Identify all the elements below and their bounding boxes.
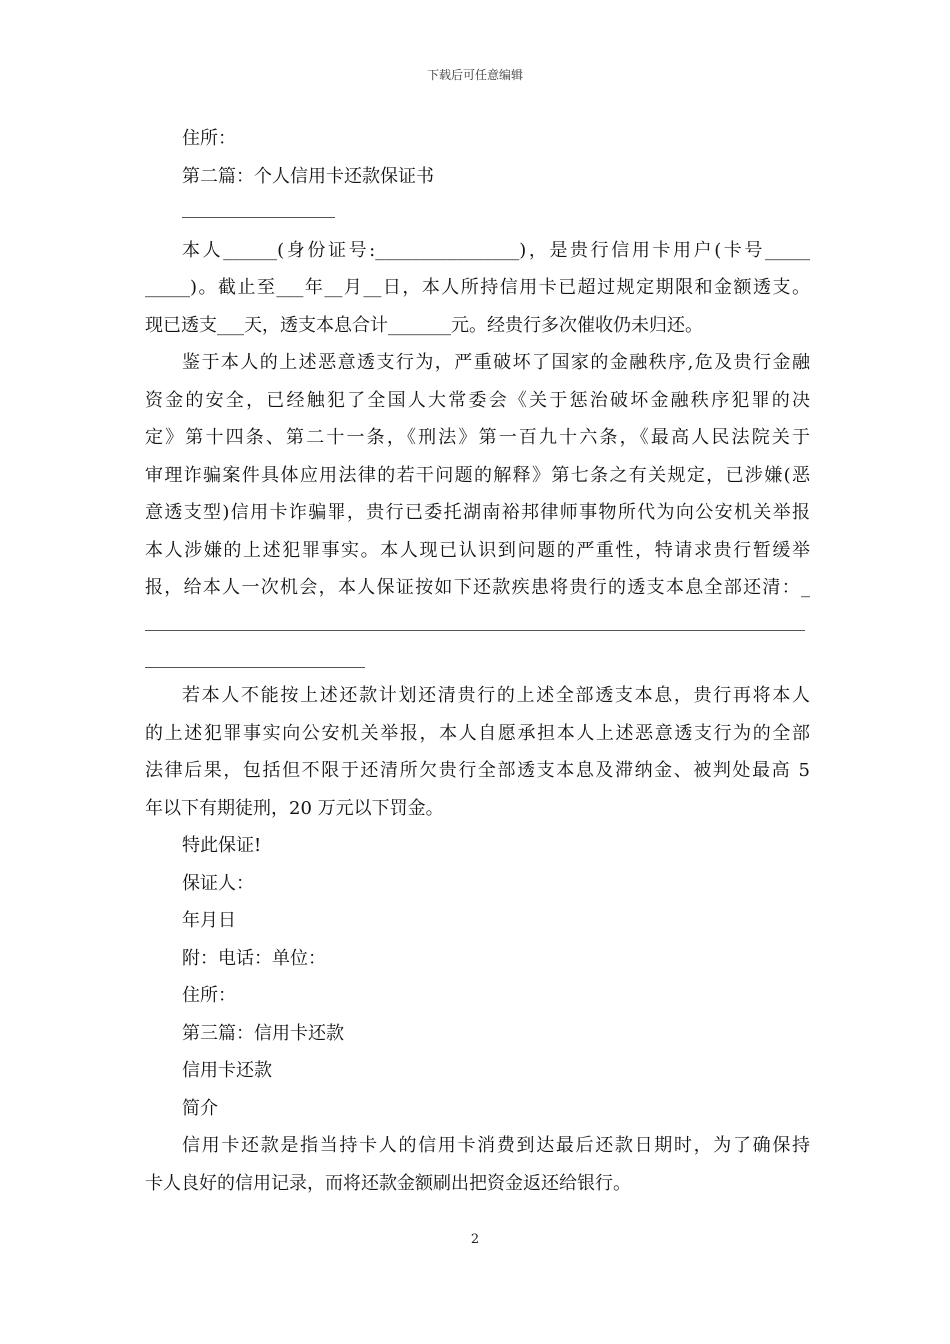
paragraph-line: 卡人良好的信用记录，而将还款金额刷出把资金返还给银行。 xyxy=(145,1173,631,1194)
guarantee-statement: 特此保证! xyxy=(182,835,262,856)
section-title-3: 第三篇：信用卡还款 xyxy=(182,1023,344,1044)
paragraph-line: 审理诈骗案件具体应用法律的若干问题的解释》第七条之有关规定，已涉嫌(恶 xyxy=(145,465,810,486)
paragraph-line: 信用卡还款是指当持卡人的信用卡消费到达最后还款日期时，为了确保持 xyxy=(182,1135,810,1156)
page-header: 下载后可任意编辑 xyxy=(426,68,523,82)
paragraph-line: _____)。截止至___年__月__日，本人所持信用卡已超过规定期限和金额透支。 xyxy=(145,277,810,298)
paragraph-line: 鉴于本人的上述恶意透支行为，严重破坏了国家的金融秩序,危及贵行金融 xyxy=(182,352,810,373)
paragraph-line: 的上述犯罪事实向公安机关举报，本人自愿承担本人上述恶意透支行为的全部 xyxy=(145,723,810,744)
paragraph-line: 现已透支___天，透支本息合计_______元。经贵行多次催收仍未归还。 xyxy=(145,315,703,336)
paragraph-line: 本人涉嫌的上述犯罪事实。本人现已认识到问题的严重性，特请求贵行暂缓举 xyxy=(145,540,810,561)
blank-fill-line xyxy=(145,630,805,631)
address-label: 住所： xyxy=(182,985,236,1006)
paragraph-line: 定》第十四条、第二十一条，《刑法》第一百九十六条，《最高人民法院关于 xyxy=(145,427,810,448)
date-label: 年月日 xyxy=(182,910,236,931)
section-title-2: 第二篇：个人信用卡还款保证书 xyxy=(182,166,434,187)
subheading: 简介 xyxy=(182,1098,218,1119)
paragraph-line: 意透支型)信用卡诈骗罪，贵行已委托湖南裕邦律师事物所代为向公安机关举报 xyxy=(145,502,810,523)
blank-fill-line xyxy=(145,667,365,668)
address-label: 住所： xyxy=(182,128,236,149)
subheading: 信用卡还款 xyxy=(182,1060,272,1081)
guarantor-label: 保证人： xyxy=(182,873,254,894)
paragraph-line: 本人______(身份证号:________________)，是贵行信用卡用户(卡号_____ xyxy=(182,240,810,261)
paragraph-line: 法律后果，包括但不限于还清所欠贵行全部透支本息及滞纳金、被判处最高 5 xyxy=(145,760,810,781)
contact-label: 附：电话：单位： xyxy=(182,948,326,969)
title-underline xyxy=(182,217,335,218)
page-number: 2 xyxy=(470,1232,480,1247)
paragraph-line: 年以下有期徒刑，20 万元以下罚金。 xyxy=(145,798,444,819)
paragraph-line: 若本人不能按上述还款计划还清贵行的上述全部透支本息，贵行再将本人 xyxy=(182,685,810,706)
paragraph-line: 报，给本人一次机会，本人保证按如下还款疾患将贵行的透支本息全部还清：_ xyxy=(145,577,810,598)
paragraph-line: 资金的安全，已经触犯了全国人大常委会《关于惩治破坏金融秩序犯罪的决 xyxy=(145,390,810,411)
